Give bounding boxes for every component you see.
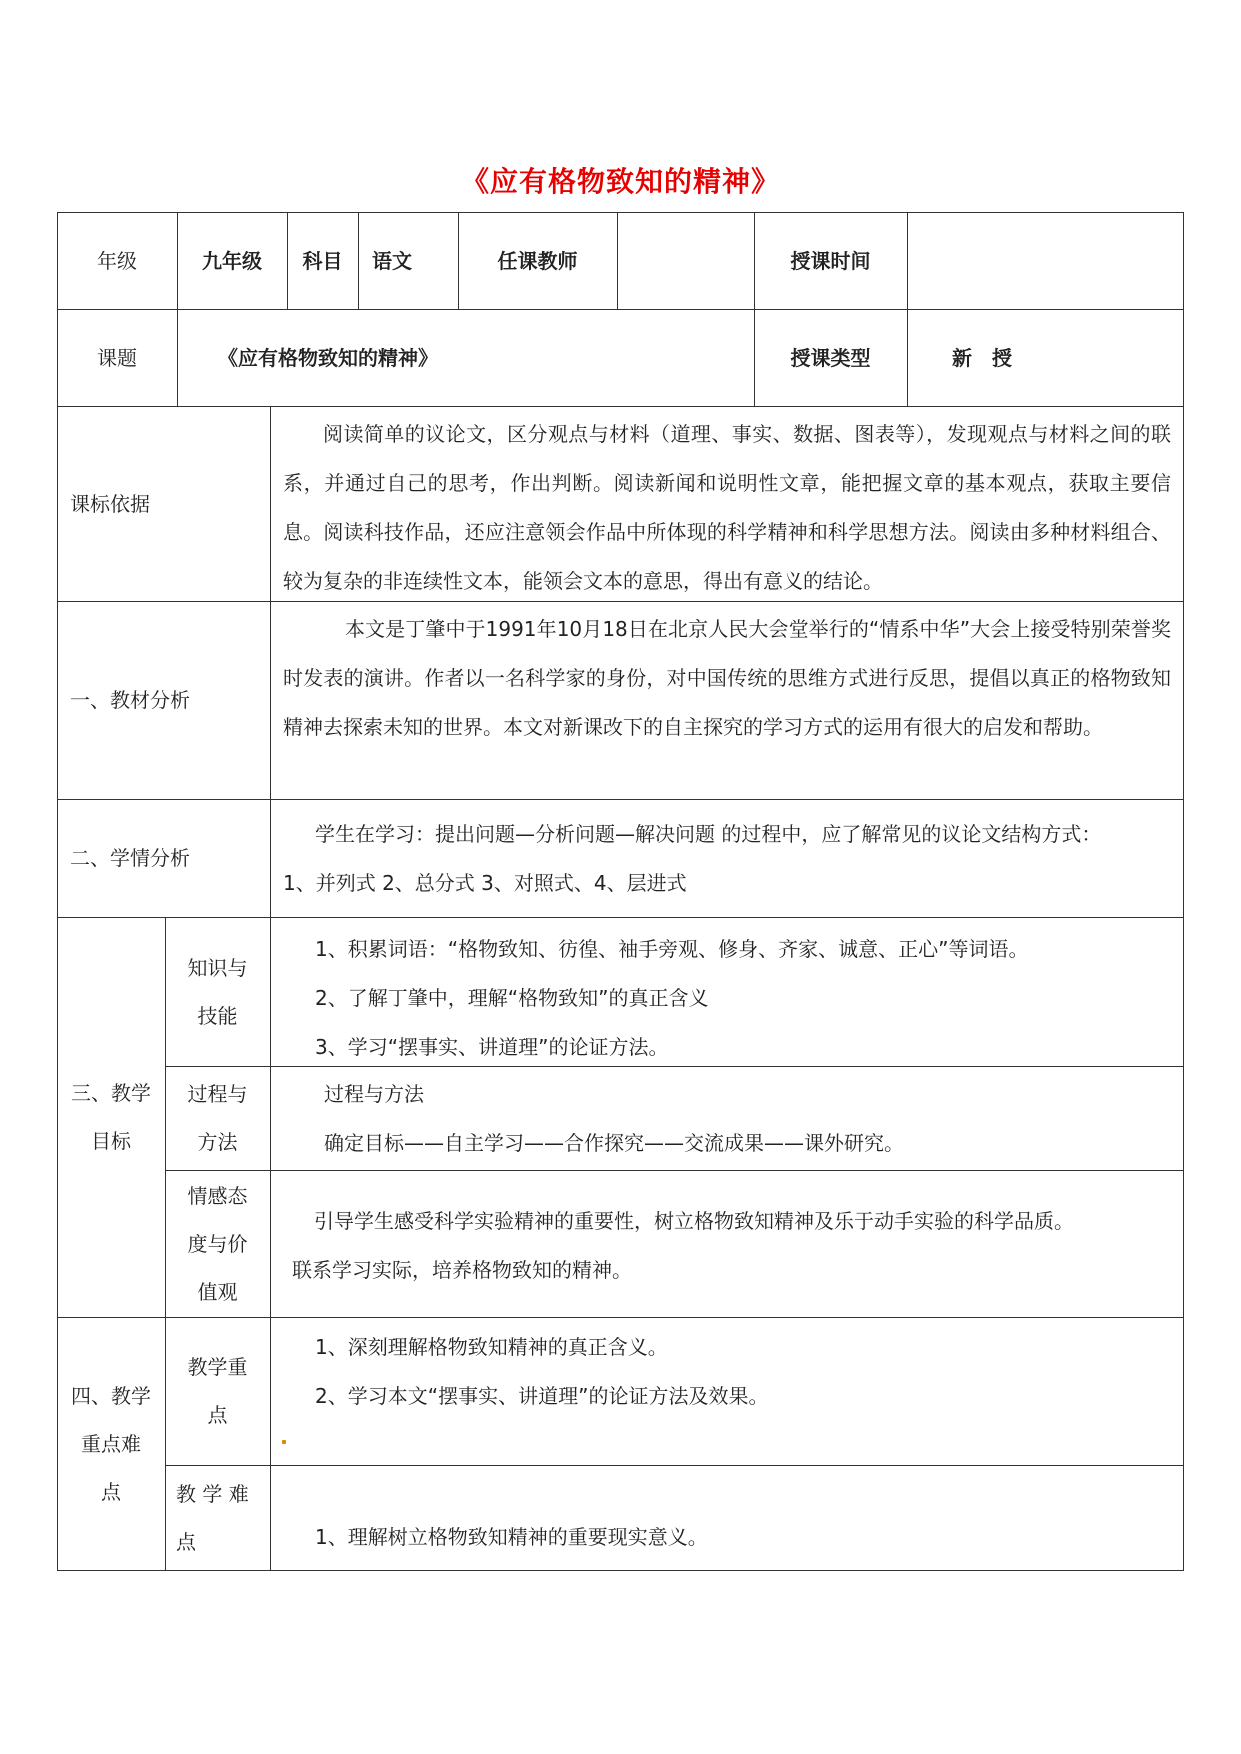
lesson-type-value: 新 授 [952,345,1012,370]
standard-text: 阅读简单的议论文，区分观点与材料（道理、事实、数据、图表等），发现观点与材料之间的联系，并通过自己的思考，作出判断。阅读新闻和说明性文章，能把握文章的基本观点，获取主要信息。阅读科技作品，还应注意领会作品中所体现的科学精神和科学思想方法。阅读由多种材料组合、较为复杂的非连续性文本，能领会文本的意思，得出有意义的结论。 [283,422,1171,593]
emotion-list [292,1197,1177,1295]
teacher-value [617,212,754,309]
learner-label: 二、学情分析 [70,846,190,870]
list-item: 3、学习“摆事实、讲道理”的论证方法。 [315,1035,669,1059]
time-value [907,212,1184,309]
list-item: 确定目标——自主学习——合作探究——交流成果——课外研究。 [324,1131,904,1155]
list-item: 2、了解丁肇中，理解“格物致知”的真正含义 [315,986,709,1010]
list-item: 1、理解树立格物致知精神的重要现实意义。 [315,1525,708,1549]
list-item: 1、积累词语：“格物致知、彷徨、袖手旁观、修身、齐家、诚意、正心”等词语。 [315,937,1029,961]
material-label: 一、教材分析 [70,688,190,712]
keypoints-label: 四、教学 重点难 点 [71,1384,151,1504]
knowledge-list [315,925,1175,1072]
difficulty-list [315,1513,1175,1562]
standard-label: 课标依据 [70,491,150,516]
subject-label: 科目 [302,248,343,273]
difficulty-label: 教 学 难 点 [176,1482,249,1554]
subject-value: 语文 [372,248,412,273]
list-item: 过程与方法 [324,1082,424,1106]
learner-text [283,810,1178,908]
learner-line: 1、并列式 2、总分式 3、对照式、4、层进式 [283,871,687,895]
grade-value: 九年级 [202,248,262,273]
focus-label: 教学重 点 [187,1355,248,1427]
list-item: 2、学习本文“摆事实、讲道理”的论证方法及效果。 [315,1384,769,1408]
emotion-label: 情感态 度与价 值观 [187,1183,248,1304]
document-title: 《应有格物致知的精神》 [460,165,780,198]
list-item: 1、深刻理解格物致知精神的真正含义。 [315,1335,668,1359]
stray-mark [282,1440,286,1444]
time-label: 授课时间 [790,248,871,273]
learner-line: 学生在学习：提出问题—分析问题—解决问题 的过程中，应了解常见的议论文结构方式： [315,822,1102,846]
teacher-label: 任课教师 [497,248,578,273]
lesson-type-label: 授课类型 [790,345,871,370]
knowledge-label: 知识与 技能 [187,955,248,1028]
focus-list [315,1323,1175,1421]
goals-label: 三、教学 目标 [71,1081,151,1153]
list-item: 引导学生感受科学实验精神的重要性，树立格物致知精神及乐于动手实验的科学品质。 [314,1209,1074,1233]
topic-value: 《应有格物致知的精神》 [218,345,438,370]
process-list [324,1070,1174,1168]
list-item: 联系学习实际，培养格物致知的精神。 [292,1258,632,1282]
topic-label: 课题 [97,345,137,370]
grade-label: 年级 [97,248,137,273]
process-label: 过程与 方法 [187,1082,248,1154]
material-text: 本文是丁肇中于1991年10月18日在北京人民大会堂举行的“情系中华”大会上接受特别荣誉奖时发表的演讲。作者以一名科学家的身份，对中国传统的思维方式进行反思，提倡以真正的格物致知精神去探索未知的世界。本文对新课改下的自主探究的学习方式的运用有很大的启发和帮助。 [283,617,1171,739]
